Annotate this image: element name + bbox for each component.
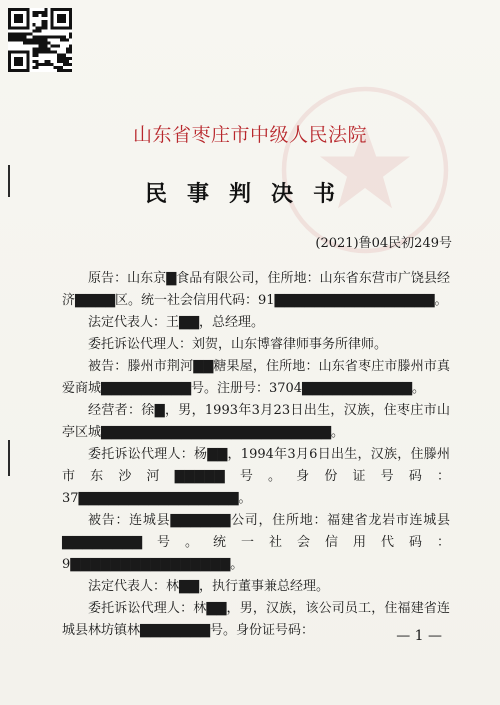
defendant-2-legal-rep: 法定代表人：林▇▇，执行董事兼总经理。: [88, 579, 329, 594]
document-body: [62, 268, 450, 642]
page-number: — 1 —: [396, 628, 442, 644]
defendant-2-agent: 委托诉讼代理人：林▇▇，男，汉族，该公司员工，住福建省连城县林坊镇林▇▇▇▇▇▇▇号。身份证号码：: [62, 601, 450, 638]
party-plaintiff: 原告：山东京▇食品有限公司，住所地：山东省东营市广饶县经济▇▇▇▇区。统一社会信用代码：91▇▇▇▇▇▇▇▇▇▇▇▇▇▇▇▇。: [62, 271, 450, 308]
plaintiff-legal-rep: 法定代表人：王▇▇，总经理。: [88, 315, 264, 330]
defendant-1-agent: 委托诉讼代理人：杨▇▇，1994年3月6日出生，汉族，住滕州市东沙河▇▇▇▇▇号。身份证号码：37▇▇▇▇▇▇▇▇▇▇▇▇▇▇▇▇。: [62, 447, 450, 506]
court-name: 山东省枣庄市中级人民法院: [132, 124, 367, 146]
party-defendant-1: 被告：滕州市荆河▇▇糖果屋，住所地：山东省枣庄市滕州市真爱商城▇▇▇▇▇▇▇▇▇号。注册号：3704▇▇▇▇▇▇▇▇▇▇▇。: [62, 359, 450, 396]
document-title: 民事判决书: [144, 182, 355, 207]
plaintiff-agent: 委托诉讼代理人：刘贺，山东博睿律师事务所律师。: [88, 337, 388, 352]
case-number: (2021)鲁04民初249号: [315, 236, 452, 251]
binding-mark: [8, 440, 10, 476]
party-defendant-2: 被告：连城县▇▇▇▇▇▇公司，住所地：福建省龙岩市连城县▇▇▇▇▇▇▇▇号。统一社会信用代码：9▇▇▇▇▇▇▇▇▇▇▇▇▇▇▇▇。: [62, 513, 450, 572]
defendant-1-operator: 经营者：徐▇，男，1993年3月23日出生，汉族，住枣庄市山亭区城▇▇▇▇▇▇▇▇▇▇▇▇▇▇▇▇▇▇▇▇▇▇▇。: [62, 403, 450, 440]
qr-code-icon: [8, 8, 72, 72]
